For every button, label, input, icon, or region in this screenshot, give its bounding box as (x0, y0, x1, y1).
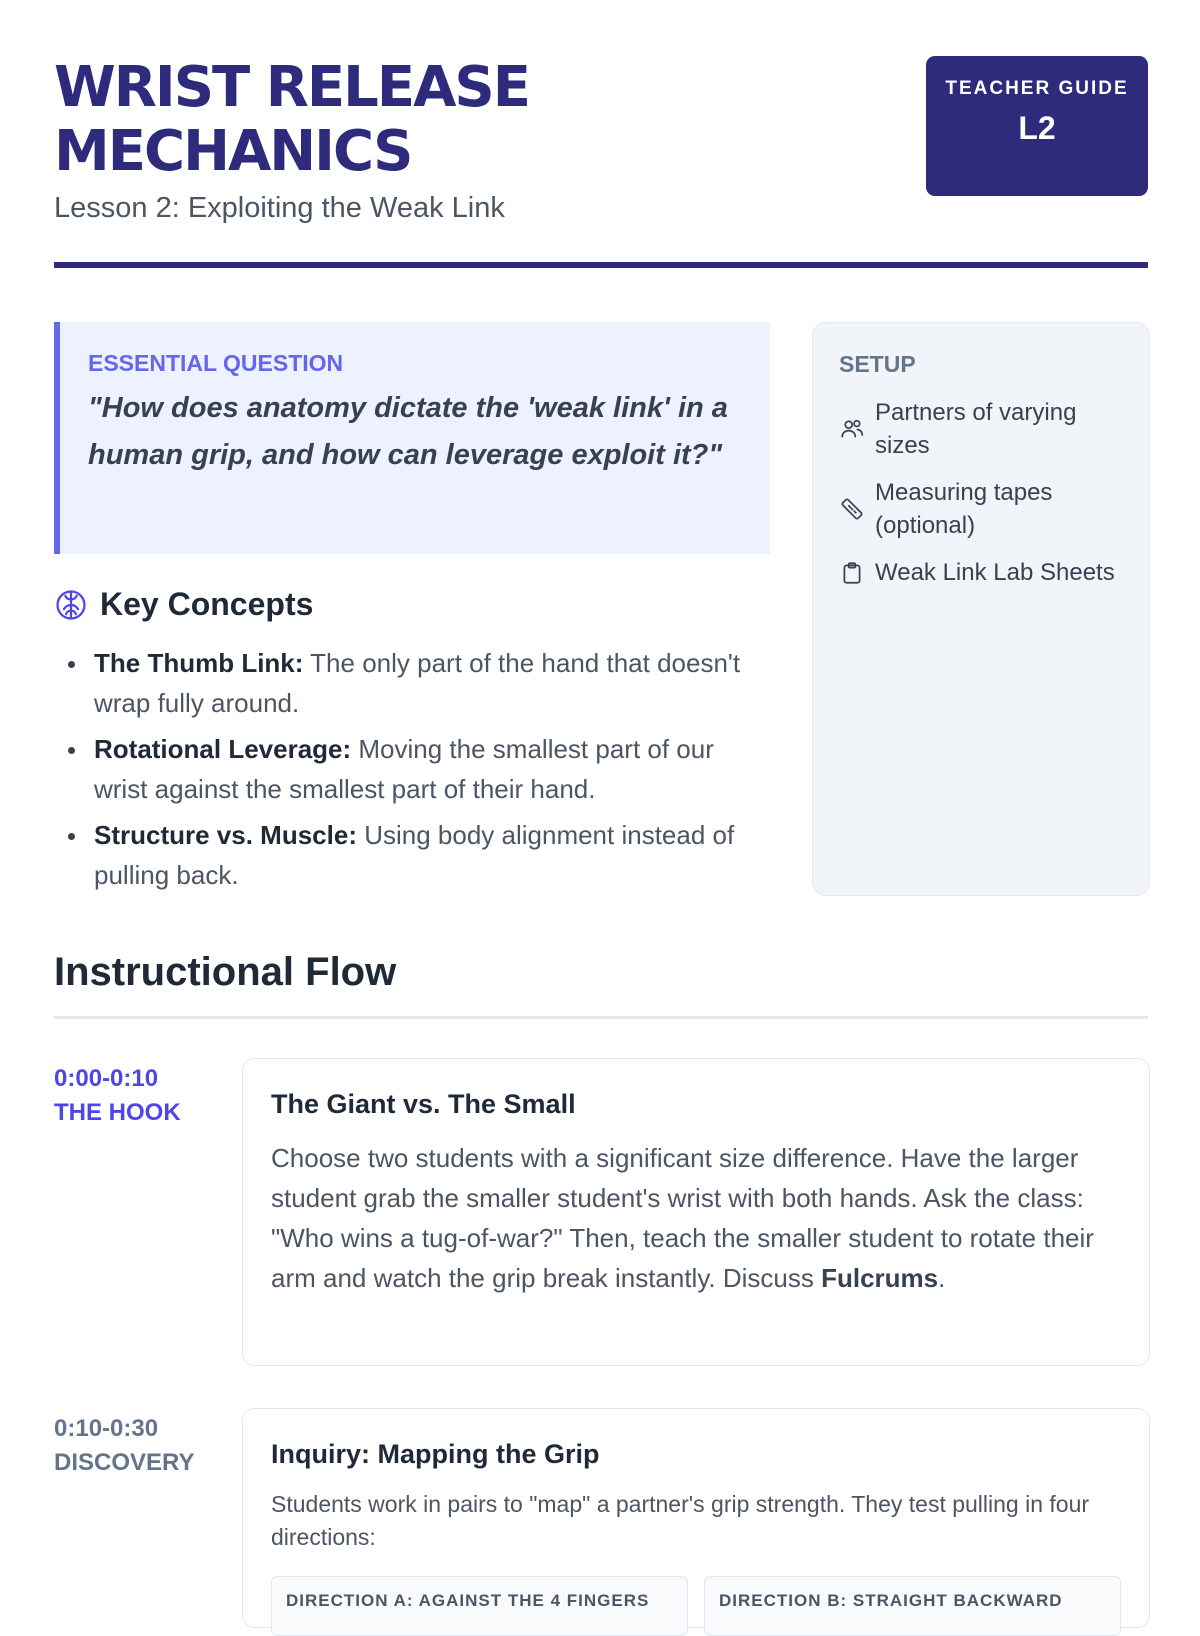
setup-item-text: Weak Link Lab Sheets (875, 559, 1115, 586)
badge-code: L2 (1018, 110, 1056, 146)
setup-item-text: Measuring tapes (optional) (875, 479, 1053, 539)
direction-grid (271, 1576, 1121, 1636)
badge-label: TEACHER GUIDE (945, 78, 1129, 99)
step-phase: THE HOOK (54, 1099, 181, 1126)
step-card-hook (242, 1058, 1150, 1366)
step-time: 0:00-0:10 (54, 1065, 159, 1092)
concept-text: The only part of the hand that doesn't wrap fully around. (94, 648, 741, 718)
concept-term: The Thumb Link: (94, 648, 304, 678)
setup-panel (812, 322, 1150, 896)
step-title: Inquiry: Mapping the Grip (271, 1439, 600, 1469)
step-card-discovery (242, 1408, 1150, 1628)
step-time: 0:10-0:30 (54, 1415, 159, 1442)
header-divider (54, 262, 1148, 268)
setup-item-text: Partners of varying sizes (875, 399, 1077, 459)
direction-card: DIRECTION A: AGAINST THE 4 FINGERS (271, 1576, 688, 1636)
setup-title: SETUP (839, 351, 916, 377)
step-time-label (54, 1412, 194, 1480)
clipboard-icon (839, 560, 865, 586)
setup-item (839, 476, 1123, 542)
brain-icon (54, 588, 88, 622)
page-subtitle: Lesson 2: Exploiting the Weak Link (54, 192, 505, 224)
step-title: The Giant vs. The Small (271, 1089, 576, 1119)
key-concepts-list (54, 643, 770, 895)
step-time-label (54, 1062, 181, 1130)
step-body-text: Choose two students with a significant size difference. Have the larger student grab the smaller student's wrist with both hands. Ask the class: "Who wins a tug-of-war?" Then, teach the smaller student to rotate their arm and watch the grip break instantly. Discuss (271, 1143, 1094, 1293)
teacher-guide-badge (926, 56, 1148, 196)
step-body-bold: Fulcrums (821, 1263, 939, 1293)
essential-question-box (54, 322, 770, 554)
instructional-flow-title: Instructional Flow (54, 950, 397, 994)
step-body (271, 1138, 1121, 1298)
page-title: WRIST RELEASE MECHANICS (54, 55, 529, 184)
setup-item (839, 556, 1123, 589)
step-phase: DISCOVERY (54, 1449, 195, 1476)
direction-card: DIRECTION B: STRAIGHT BACKWARD (704, 1576, 1121, 1636)
key-concepts-section (54, 586, 770, 901)
essential-question-text: "How does anatomy dictate the 'weak link' in a human grip, and how can leverage exploit it?" (88, 392, 728, 471)
key-concepts-header (54, 586, 770, 623)
step-body-end: . (938, 1263, 946, 1293)
setup-item (839, 396, 1123, 462)
list-item (54, 729, 770, 809)
essential-question-label: ESSENTIAL QUESTION (88, 350, 344, 376)
flow-divider (54, 1016, 1148, 1019)
key-concepts-title: Key Concepts (100, 586, 314, 622)
concept-text: Using body alignment instead of pulling back. (94, 820, 735, 890)
concept-term: Rotational Leverage: (94, 734, 352, 764)
ruler-icon (839, 496, 865, 522)
page-header (54, 56, 1148, 268)
list-item (54, 643, 770, 723)
step-body: Students work in pairs to "map" a partner's grip strength. They test pulling in four directions: (271, 1491, 1090, 1550)
concept-term: Structure vs. Muscle: (94, 820, 357, 850)
concept-text: Moving the smallest part of our wrist against the smallest part of their hand. (94, 734, 714, 804)
list-item (54, 815, 770, 895)
users-icon (839, 416, 865, 442)
